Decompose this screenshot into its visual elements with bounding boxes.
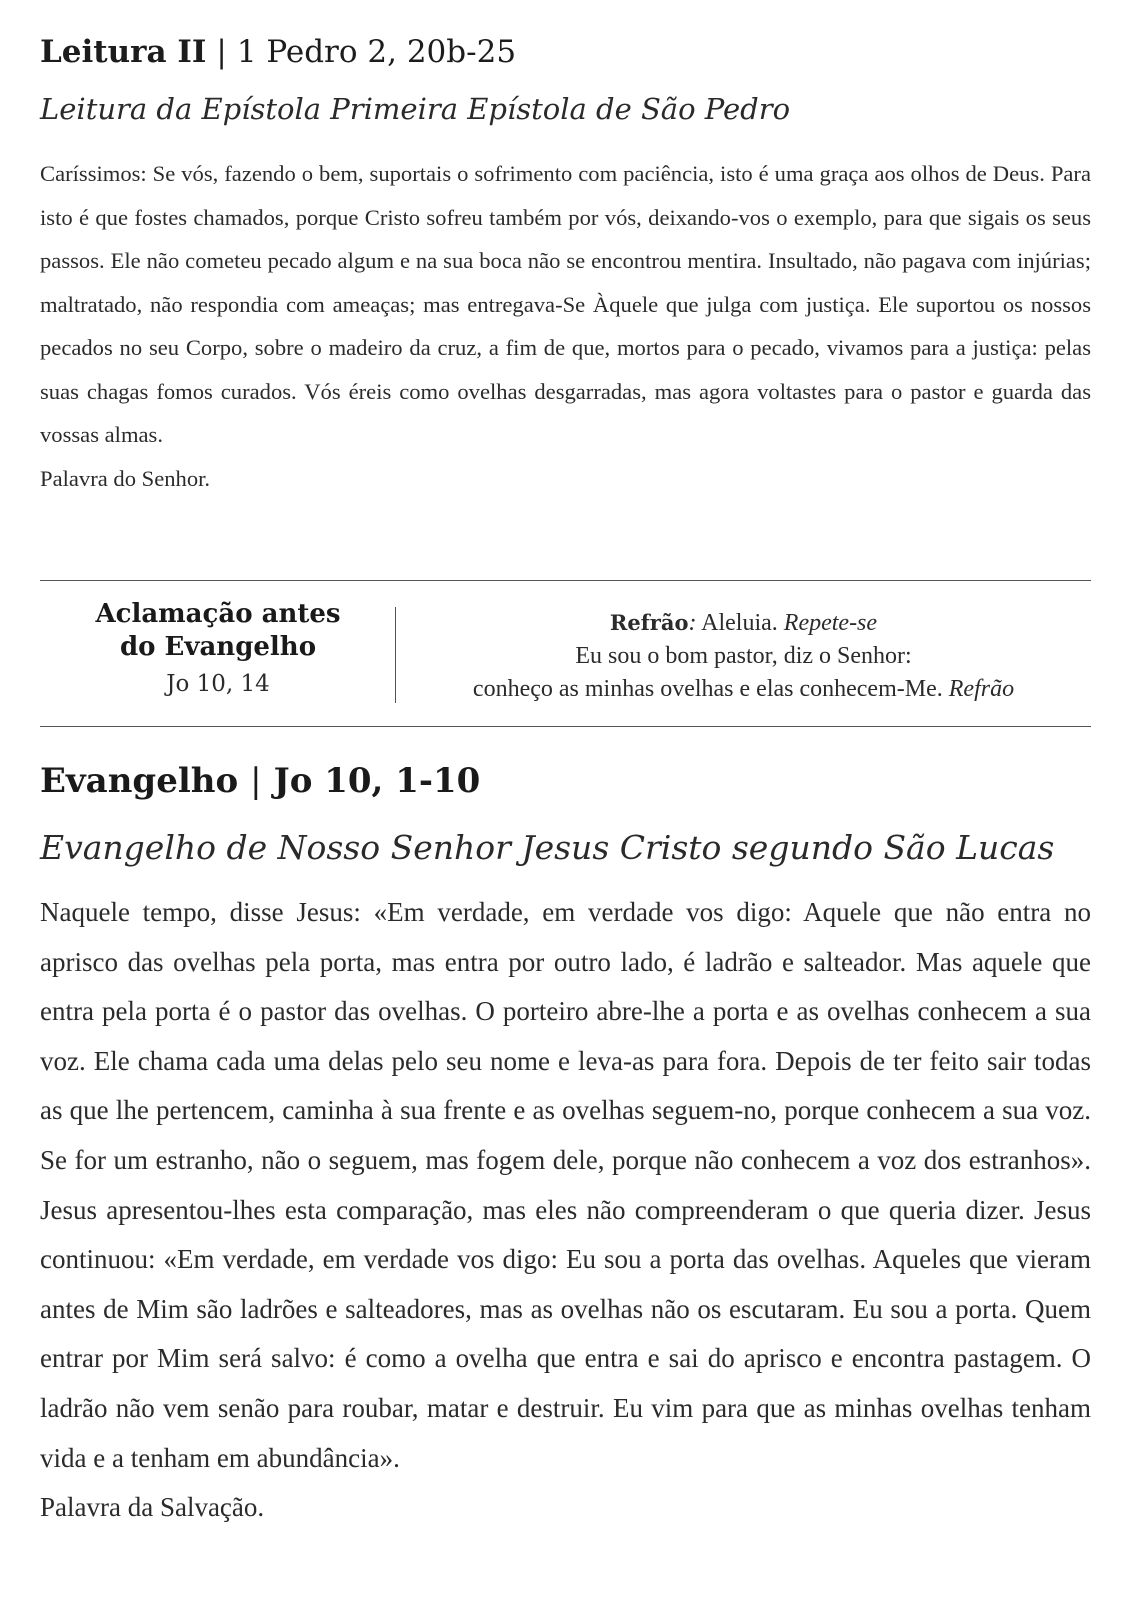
- refrain-label: Refrão: [609, 610, 689, 635]
- reading-text: [40, 152, 1091, 500]
- reading-body: Caríssimos: Se vós, fazendo o bem, suportais o sofrimento com paciência, isto é uma graça aos olhos de Deus. Para isto é que fostes chamados, porque Cristo sofreu também por vós, deixando-vos o exemplo, para que sigais os seus passos. Ele não cometeu pecado algum e na sua boca não se encontrou mentira. Insultado, não pagava com injúrias; maltratado, não respondia com ameaças; mas entregava-Se Àquele que julga com justiça. Ele suportou os nossos pecados no seu Corpo, sobre o madeiro da cruz, a fim de que, mortos para o pecado, vivamos para a justiça: pelas suas chagas fomos curados. Vós éreis como ovelhas desgarradas, mas agora voltastes para o pastor e guarda das vossas almas.: [40, 161, 1091, 447]
- gospel-heading: [40, 760, 480, 802]
- acclamation-line3-refrain: Refrão: [948, 676, 1015, 702]
- repeat-label: Repete-se: [783, 610, 878, 636]
- gospel-separator: |: [250, 761, 262, 801]
- gospel-reference: Jo 10, 1-10: [273, 761, 481, 801]
- reading-heading: [40, 32, 516, 72]
- gospel-closing: Palavra da Salvação.: [40, 1492, 265, 1523]
- acclamation-line3: conheço as minhas ovelhas e elas conhecem-Me.: [472, 676, 949, 702]
- divider-bottom: [40, 726, 1091, 727]
- refrain-colon: :: [688, 610, 697, 636]
- divider-top: [40, 580, 1091, 581]
- reading-title: Leitura II: [40, 34, 207, 70]
- acclamation-heading: [40, 598, 396, 704]
- acclamation-line2: Eu sou o bom pastor, diz o Senhor:: [575, 643, 912, 669]
- acclamation-refrain-line: [396, 606, 1091, 640]
- reading-reference: 1 Pedro 2, 20b-25: [236, 34, 517, 70]
- acclamation-text: [396, 606, 1091, 706]
- gospel-title: Evangelho: [40, 761, 239, 801]
- gospel-subtitle: Evangelho de Nosso Senhor Jesus Cristo segundo São Lucas: [40, 828, 1055, 867]
- acclamation-title-line1: Aclamação antes: [95, 599, 341, 629]
- acclamation-title-line2: do Evangelho: [119, 632, 317, 662]
- gospel-body: Naquele tempo, disse Jesus: «Em verdade, em verdade vos digo: Aquele que não entra no aprisco das ovelhas pela porta, mas entra por outro lado, é ladrão e salteador. Mas aquele que entra pela porta é o pastor das ovelhas. O porteiro abre-lhe a porta e as ovelhas conhecem a sua voz. Ele chama cada uma delas pelo seu nome e leva-as para fora. Depois de ter feito sair todas as que lhe pertencem, caminha à sua frente e as ovelhas seguem-no, porque conhecem a sua voz. Se for um estranho, não o seguem, mas fogem dele, porque não conhecem a voz dos estranhos». Jesus apresentou-lhes esta comparação, mas eles não compreenderam o que queria dizer. Jesus continuou: «Em verdade, em verdade vos digo: Eu sou a porta das ovelhas. Aqueles que vieram antes de Mim são ladrões e salteadores, mas as ovelhas não os escutaram. Eu sou a porta. Quem entrar por Mim será salvo: é como a ovelha que entra e sai do aprisco e encontra pastagem. O ladrão não vem senão para roubar, matar e destruir. Eu vim para que as minhas ovelhas tenham vida e a tenham em abundância».: [40, 897, 1091, 1473]
- refrain-text: Aleluia.: [696, 610, 784, 636]
- reading-separator: |: [216, 34, 227, 70]
- acclamation-reference: Jo 10, 14: [166, 671, 270, 697]
- reading-subtitle: Leitura da Epístola Primeira Epístola de São Pedro: [40, 92, 791, 126]
- gospel-text: [40, 888, 1091, 1533]
- acclamation-line3-wrap: [396, 673, 1091, 706]
- reading-closing: Palavra do Senhor.: [40, 465, 211, 491]
